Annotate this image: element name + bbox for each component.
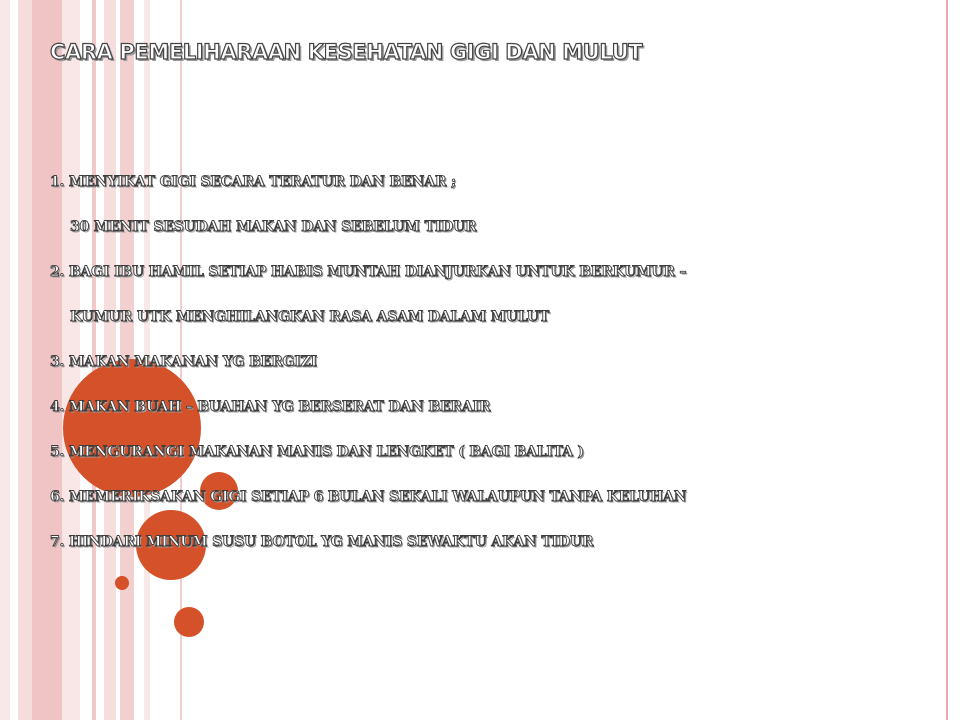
slide-content (50, 172, 930, 577)
list-item-5: 5. MENGURANGI MAKANAN MANIS DAN LENGKET ( BAGI BALITA ) (50, 444, 584, 460)
list-item-7: 7. HINDARI MINUM SUSU BOTOL YG MANIS SEWAKTU AKAN TIDUR (50, 534, 594, 550)
slide-title: CARA PEMELIHARAAN KESEHATAN GIGI DAN MULUT (50, 40, 643, 64)
stripe-2 (18, 0, 32, 720)
stripe-1 (0, 0, 10, 720)
list-item-4: 4. MAKAN BUAH – BUAHAN YG BERSERAT DAN BERAIR (50, 399, 491, 415)
list-item-3: 3. MAKAN MAKANAN YG BERGIZI (50, 354, 317, 370)
list-item-1: 1. MENYIKAT GIGI SECARA TERATUR DAN BENAR ; (50, 174, 456, 190)
decorative-circle-tiny (115, 576, 129, 590)
decorative-circle-small (174, 607, 204, 637)
list-item-2-continuation: KUMUR UTK MENGHILANGKAN RASA ASAM DALAM MULUT (70, 309, 550, 325)
list-item-6: 6. MEMERIKSAKAN GIGI SETIAP 6 BULAN SEKALI WALAUPUN TANPA KELUHAN (50, 489, 687, 505)
right-border-line (946, 0, 948, 720)
list-item-1-continuation: 30 MENIT SESUDAH MAKAN DAN SEBELUM TIDUR (70, 219, 477, 235)
list-item-2: 2. BAGI IBU HAMIL SETIAP HABIS MUNTAH DIANJURKAN UNTUK BERKUMUR – (50, 264, 687, 280)
